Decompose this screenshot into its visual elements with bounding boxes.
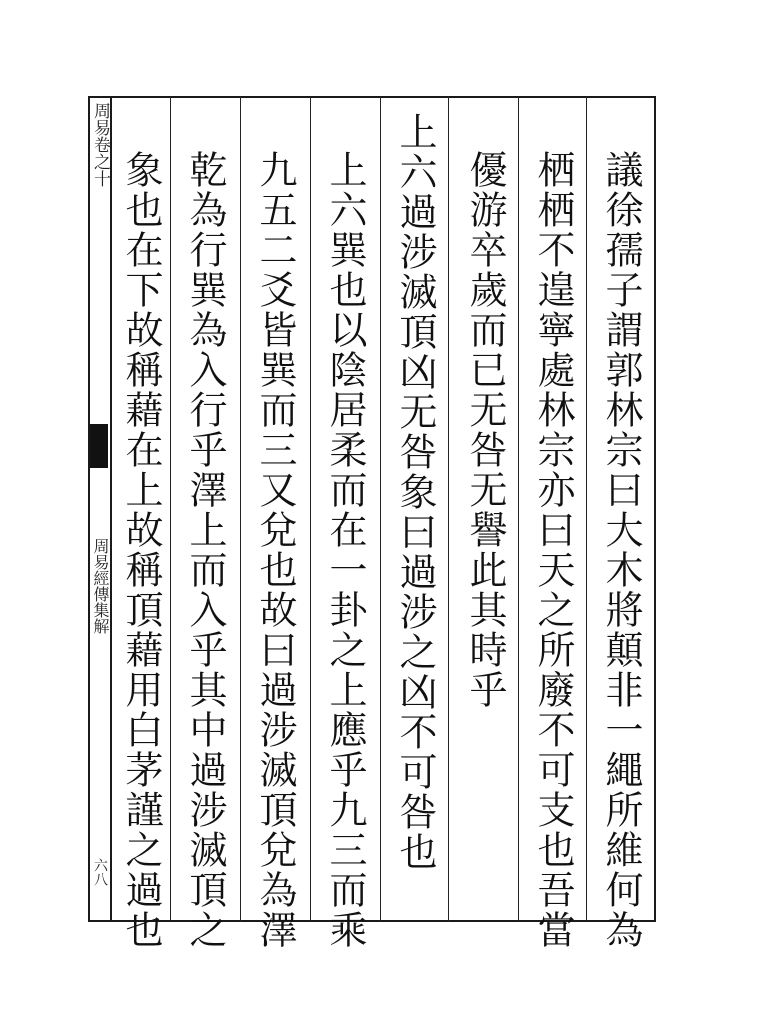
text-column: 議徐孺子謂郭林宗曰大木將顛非一繩所維何為 [599, 150, 643, 950]
text-column: 上六巽也以陰居柔而在一卦之上應乎九三而乘 [323, 150, 367, 950]
column-rule [310, 96, 311, 922]
text-column: 優游卒歲而已无咎无譽此其時乎 [463, 150, 507, 710]
column-rule [448, 96, 449, 922]
column-rule [586, 96, 587, 922]
text-column: 上六過涉滅頂凶无咎象曰過涉之凶不可咎也 [393, 112, 437, 872]
text-column: 栖栖不遑寧處林宗亦曰天之所廢不可支也吾當 [531, 150, 575, 950]
page-number: 六八 [92, 858, 108, 886]
column-rule [170, 96, 171, 922]
margin-book-title: 周易經傳集解 [91, 538, 110, 634]
margin-volume-title: 周易卷之十 [90, 102, 110, 187]
column-rule [240, 96, 241, 922]
column-rule [380, 96, 381, 922]
fishtail-mark [90, 424, 108, 468]
text-column: 乾為行巽為入行乎澤上而入乎其中過涉滅頂之 [183, 150, 227, 950]
text-column: 九五二爻皆巽而三又兌也故曰過涉滅頂兌為澤 [253, 150, 297, 950]
margin-strip [88, 96, 112, 922]
column-rule [518, 96, 519, 922]
text-column: 象也在下故稱藉在上故稱頂藉用白茅謹之過也 [119, 150, 163, 950]
